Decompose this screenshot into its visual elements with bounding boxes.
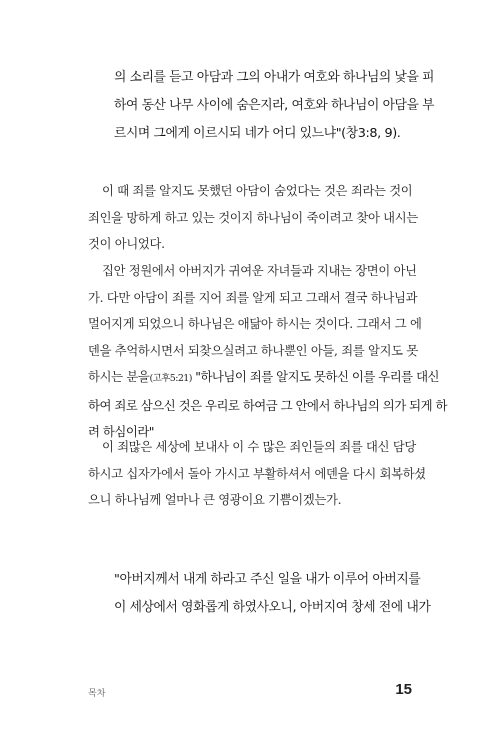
- quote-line: 하여 동산 나무 사이에 숨은지라, 여호와 하나님이 아담을 부: [114, 98, 435, 113]
- scripture-quote-top: [114, 64, 435, 148]
- paragraph-line: 으니 하나님께 얼마나 큰 영광이요 기쁨이겠는가.: [88, 493, 342, 507]
- paragraph-line: 것이 아니었다.: [88, 237, 165, 251]
- body-paragraph-3: [88, 434, 424, 514]
- quote-line: 르시며 그에게 이르시되 네가 어디 있느냐"(창3:8, 9).: [114, 126, 401, 141]
- scripture-quote-inline: "하나님이 죄를 알지도 못하신 이를 우리를 대신: [191, 369, 440, 384]
- scripture-reference: (고후5:21): [149, 373, 192, 384]
- paragraph-line-mixed: [88, 364, 440, 393]
- paragraph-line: 집안 정원에서 아버지가 귀여운 자녀들과 지내는 장면이 아닌: [102, 264, 417, 278]
- scripture-quote-inline: 려 하심이라": [88, 424, 154, 439]
- paragraph-line: 이 죄많은 세상에 보내사 이 수 많은 죄인들의 죄를 대신 담당: [102, 440, 416, 454]
- page-number: 15: [395, 681, 412, 698]
- quote-line: 이 세상에서 영화롭게 하였사오니, 아버지여 창세 전에 내가: [114, 600, 431, 615]
- paragraph-line: 이 때 죄를 알지도 못했던 아담이 숨었다는 것은 죄라는 것이: [102, 184, 413, 198]
- body-paragraph-1: [88, 178, 424, 258]
- paragraph-line: 덴을 추억하시면서 되찾으실려고 하나뿐인 아들, 죄를 알지도 못: [88, 343, 418, 358]
- quote-line: 의 소리를 듣고 아담과 그의 아내가 여호와 하나님의 낯을 피: [114, 70, 435, 85]
- paragraph-text: 하시는 분을: [88, 370, 150, 384]
- paragraph-line: 가. 다만 아담이 죄를 지어 죄를 알게 되고 그래서 결국 하나님과: [88, 290, 418, 305]
- paragraph-line: 멀어지게 되었으니 하나님은 애닮아 하시는 것이다. 그래서 그 에: [88, 317, 422, 331]
- body-paragraph-2: [88, 258, 447, 446]
- scripture-quote-bottom: [114, 566, 431, 622]
- paragraph-line: 하시고 십자가에서 돌아 가시고 부활하셔서 에덴을 다시 회복하셨: [88, 466, 426, 481]
- table-of-contents-link[interactable]: 목차: [88, 689, 106, 699]
- scripture-quote-inline: 하여 죄로 삼으신 것은 우리로 하여금 그 안에서 하나님의 의가 되게 하: [88, 397, 447, 413]
- quote-line: "아버지께서 내게 하라고 주신 일을 내가 이루어 아버지를: [114, 572, 421, 587]
- paragraph-line: 죄인을 망하게 하고 있는 것이지 하나님이 죽이려고 찾아 내시는: [88, 210, 418, 225]
